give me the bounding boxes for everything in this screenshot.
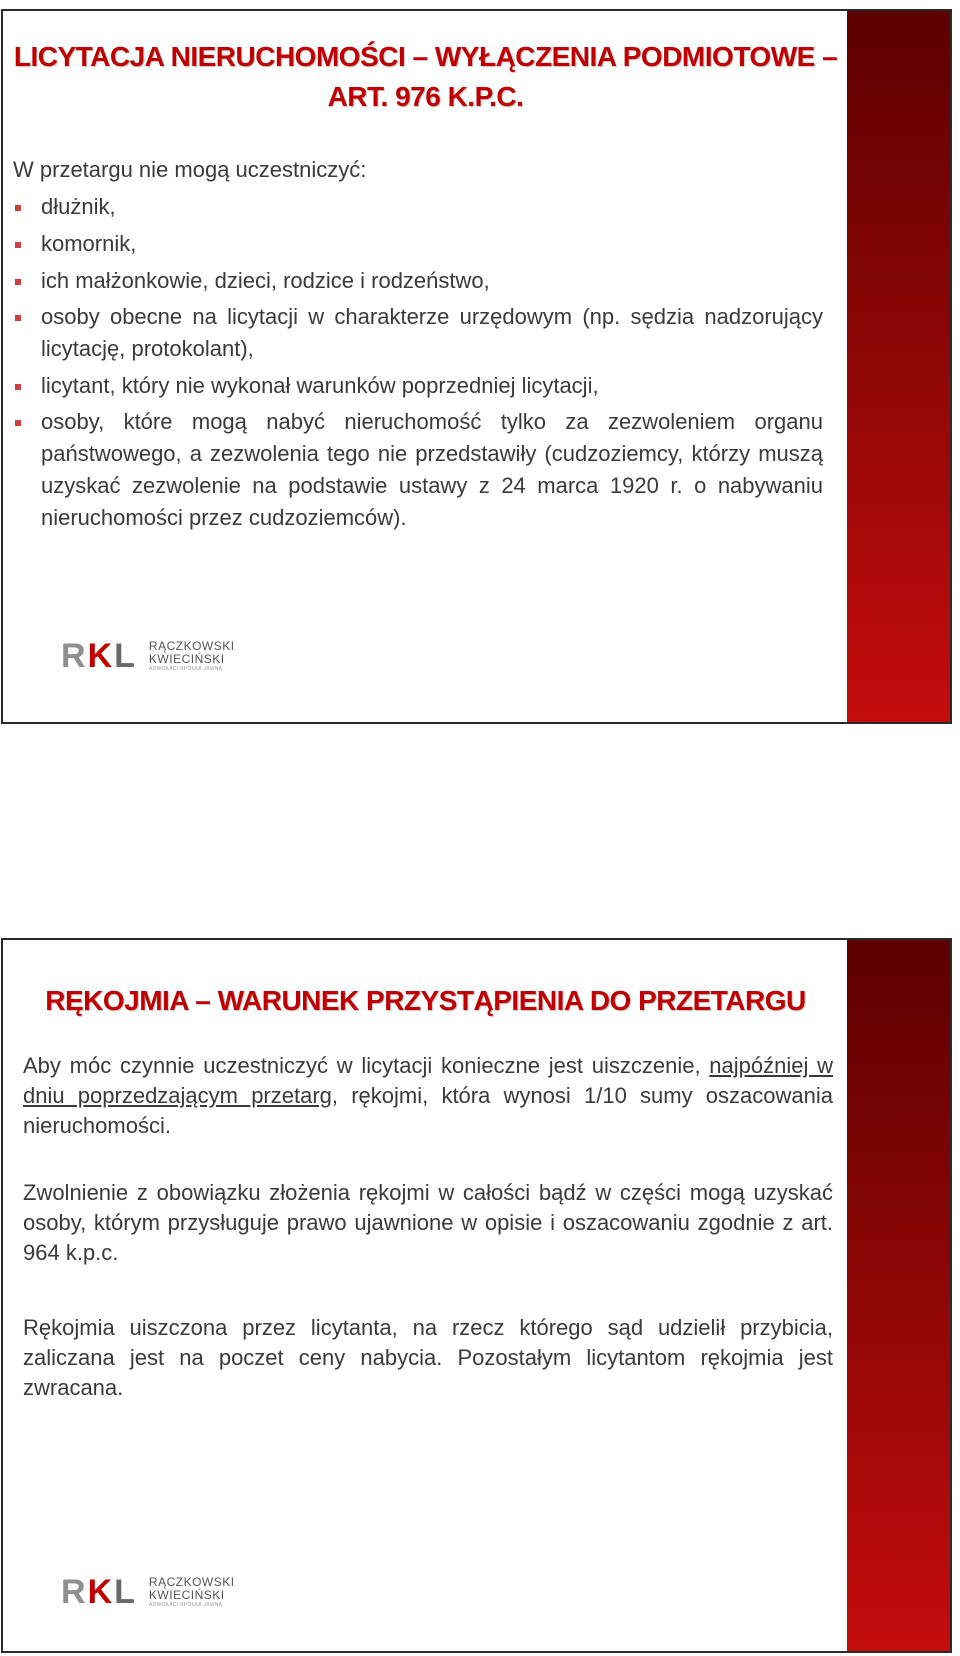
bullet-list	[13, 191, 823, 534]
slide-1	[1, 9, 952, 724]
list-item-text: komornik,	[41, 231, 137, 256]
list-item	[13, 228, 823, 260]
slide-title-line-1: LICYTACJA NIERUCHOMOŚCI – WYŁĄCZENIA PODMIOTOWE –	[13, 41, 838, 72]
bullet-marker	[15, 315, 21, 321]
list-item	[13, 191, 823, 223]
bullet-marker	[15, 420, 21, 426]
bullet-marker	[15, 242, 21, 248]
bullet-marker	[15, 384, 21, 390]
list-item	[13, 406, 823, 534]
intro-text: W przetargu nie mogą uczestniczyć:	[13, 157, 367, 182]
company-logo	[61, 639, 235, 673]
logo-text: RĄCZKOWSKI KWIECIŃSKI ADWOKACI SPÓŁKA JAWNA	[148, 1574, 235, 1608]
slide-2	[1, 938, 952, 1653]
slide-title-line-2: ART. 976 K.P.C.	[327, 81, 524, 112]
sidebar-accent	[847, 11, 950, 722]
list-item	[13, 370, 823, 402]
logo-text: RĄCZKOWSKI KWIECIŃSKI ADWOKACI SPÓŁKA JAWNA	[148, 638, 235, 672]
paragraph-exemption: Zwolnienie z obowiązku złożenia rękojmi w całości bądź w części mogą uzyskać osoby, którym przysługuje prawo ujawnione w opisie i oszacowaniu zgodnie z art. 964 k.p.c.	[23, 1180, 833, 1265]
logo-mark: RKL	[61, 1573, 137, 1611]
underlined-deadline: najpóźniej w dniu poprzedzającym przetarg	[23, 1053, 833, 1108]
list-item-text: ich małżonkowie, dzieci, rodzice i rodzeństwo,	[41, 268, 490, 293]
list-item-text: osoby, które mogą nabyć nieruchomość tylko za zezwoleniem organu państwowego, a zezwolenia tego nie przedstawiły (cudzoziemcy, którzy muszą uzyskać zezwolenie na podstawie ustawy z 24 marca 1920 r. o nabywaniu nieruchomości przez cudzoziemców).	[41, 409, 823, 530]
sidebar-accent	[847, 940, 950, 1651]
list-item	[13, 265, 823, 297]
logo-mark: RKL	[61, 637, 137, 675]
list-item-text: dłużnik,	[41, 194, 116, 219]
slide-title	[3, 37, 848, 117]
list-item-text: licytant, który nie wykonał warunków poprzedniej licytacji,	[41, 373, 599, 398]
paragraph-deposit: Aby móc czynnie uczestniczyć w licytacji konieczne jest uiszczenie, najpóźniej w dniu poprzedzającym przetarg, rękojmi, która wynosi 1/10 sumy oszacowania nieruchomości.	[23, 1053, 833, 1138]
paragraph-settlement: Rękojmia uiszczona przez licytanta, na rzecz którego sąd udzielił przybicia, zaliczana jest na poczet ceny nabycia. Pozostałym licytantom rękojmia jest zwracana.	[23, 1315, 833, 1400]
company-logo	[61, 1575, 235, 1609]
list-item-text: osoby obecne na licytacji w charakterze urzędowym (np. sędzia nadzorujący licytację, protokolant),	[41, 304, 823, 361]
bullet-marker	[15, 205, 21, 211]
list-item	[13, 301, 823, 365]
slide-title: RĘKOJMIA – WARUNEK PRZYSTĄPIENIA DO PRZETARGU	[45, 985, 806, 1016]
bullet-marker	[15, 279, 21, 285]
